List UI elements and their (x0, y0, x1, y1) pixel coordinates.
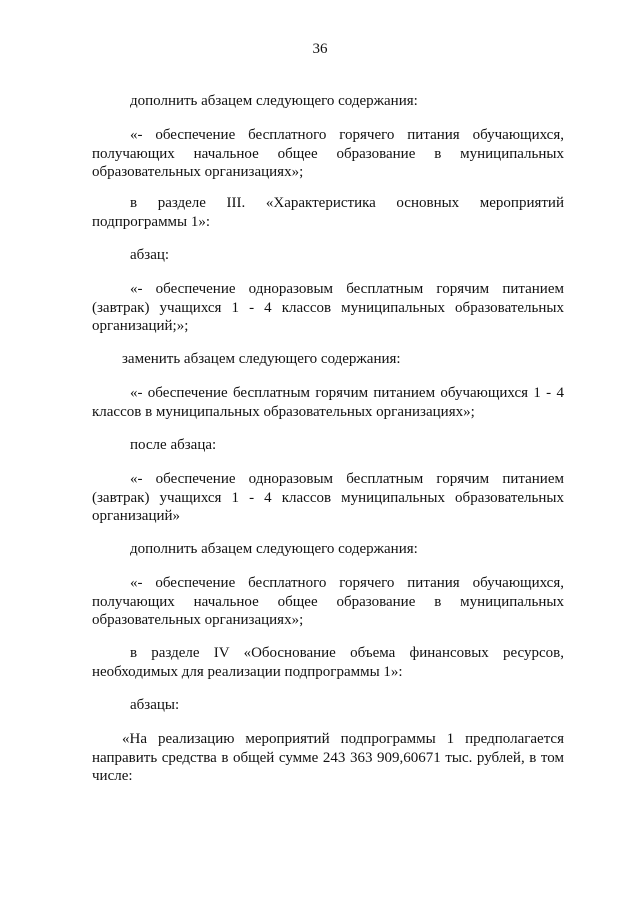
paragraph-12: в разделе IV «Обоснование объема финансовых ресурсов, необходимых для реализации подпрограммы 1»: (92, 645, 564, 680)
paragraph-1: дополнить абзацем следующего содержания: (130, 93, 418, 109)
paragraph-10: дополнить абзацем следующего содержания: (130, 541, 418, 557)
paragraph-2: «- обеспечение бесплатного горячего питания обучающихся, получающих начальное общее образование в муниципальных образовательных организациях»; (92, 127, 564, 180)
paragraph-13: абзацы: (130, 697, 180, 713)
paragraph-11: «- обеспечение бесплатного горячего питания обучающихся, получающих начальное общее образование в муниципальных образовательных организациях»; (92, 575, 564, 628)
paragraph-14: «На реализацию мероприятий подпрограммы 1 предполагается направить средства в общей сумме 243 363 909,60671 тыс. рублей, в том числе: (92, 731, 564, 784)
paragraph-3: в разделе III. «Характеристика основных мероприятий подпрограммы 1»: (92, 195, 564, 230)
paragraph-7: «- обеспечение бесплатным горячим питанием обучающихся 1 - 4 классов в муниципальных образовательных организациях»; (92, 385, 564, 420)
paragraph-8: после абзаца: (130, 437, 217, 453)
paragraph-4: абзац: (130, 247, 170, 263)
paragraph-5: «- обеспечение одноразовым бесплатным горячим питанием (завтрак) учащихся 1 - 4 классов муниципальных образовательных организаций;»; (92, 281, 564, 334)
paragraph-9: «- обеспечение одноразовым бесплатным горячим питанием (завтрак) учащихся 1 - 4 классов муниципальных образовательных организаций» (92, 471, 564, 524)
paragraph-6: заменить абзацем следующего содержания: (122, 351, 401, 367)
page-number: 36 (312, 41, 328, 57)
